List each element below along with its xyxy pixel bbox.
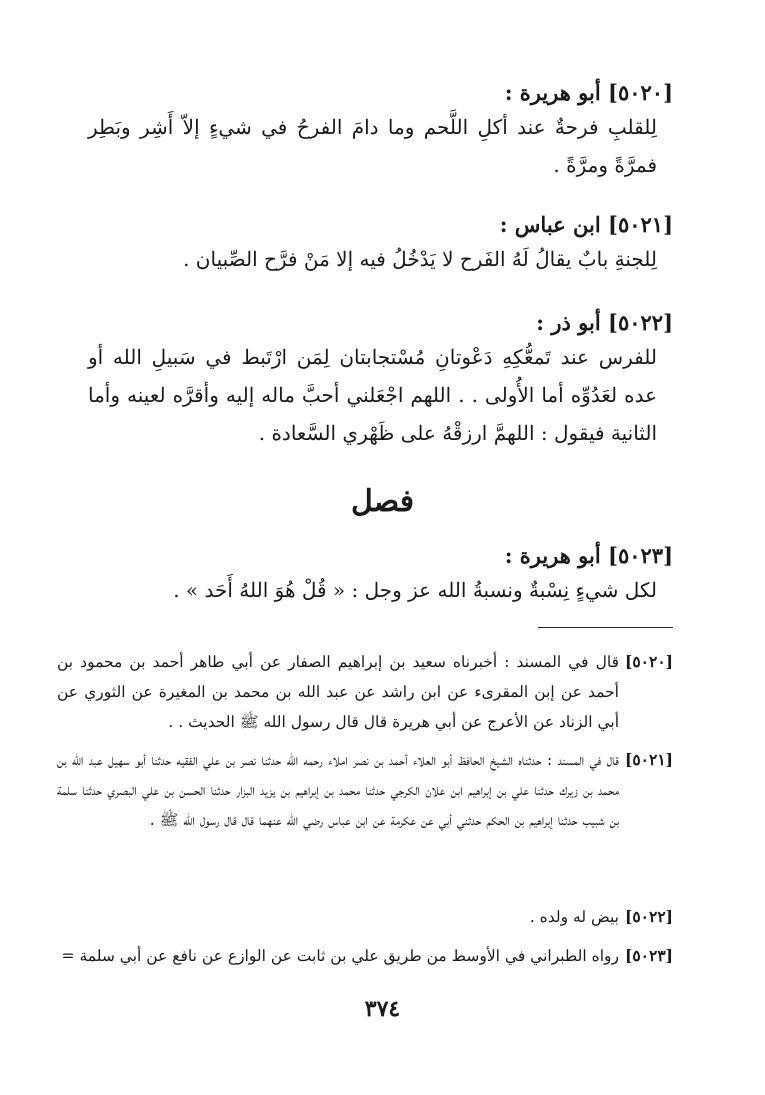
entry-text: لكل شيءٍ نِسْبةٌ ونسبةُ الله عز وجل : « قُلْ هُوَ اللهُ أَحَد » . xyxy=(173,578,657,602)
footnote-text: قال في المسند : أخبرناه سعيد بن إبراهيم الصفار عن أبي طاهر أحمد بن محمود بن أحمد عن إبن المقرىء عن ابن راشد عن عبد الله بن محمد بن المغيرة عن الثوري عن أبي الزناد عن الأعرج عن أبي هريرة قال قال رسول الله ﷺ الحديث . . xyxy=(57,653,619,731)
hadith-entry xyxy=(88,541,673,609)
entry-text: لِلقلبِ فرحةٌ عند أكلِ اللَّحم وما دامَ الفرحُ في شيءٍ إلاّ أَشِر وبَطِر فمرَّةً ومرَّةً . xyxy=(88,115,657,177)
hadith-entry xyxy=(88,308,673,452)
footnote-divider xyxy=(538,627,673,628)
entry-narrator: ابن عباس : xyxy=(499,212,601,237)
entry-text: لِلجنةِ بابٌ يقالُ لَهُ الفَرح لا يَدْخُلُ فيه إلا مَنْ فرَّح الصِّبيان . xyxy=(183,247,657,271)
footnote xyxy=(57,941,673,971)
footnote-number: [٥٠٢٢] xyxy=(625,907,673,926)
entry-narrator: أبو هريرة : xyxy=(504,543,601,568)
hadith-entry xyxy=(88,78,673,184)
entry-narrator: أبو هريرة : xyxy=(504,80,601,105)
footnote-number: [٥٠٢٠] xyxy=(625,652,673,671)
footnote-text: رواه الطبراني في الأوسط من طريق علي بن ثابت عن الوازع عن نافع عن أبي سلمة = xyxy=(61,947,619,965)
footnote-number: [٥٠٢١] xyxy=(625,750,673,769)
entry-number: [٥٠٢٢] xyxy=(608,310,673,335)
footnote-text: بيض له ولده . xyxy=(529,908,619,926)
section-title: فصل xyxy=(350,484,415,519)
footnote xyxy=(57,902,673,932)
footnote xyxy=(57,647,673,737)
entry-number: [٥٠٢٣] xyxy=(608,543,673,568)
page-number: ٣٧٤ xyxy=(364,996,401,1022)
entry-narrator: أبو ذر : xyxy=(536,310,601,335)
footnote-text: قال في المسند : حدثناه الشيخ الحافظ أبو العلاء أحمد بن نصر املاء رحمه الله حدثنا نصر بن علي الفقيه حدثنا أبو سهيل عبد الله بن محمد بن زيرك حدثنا علي بن إبراهيم ابن علان الكرجي حدثنا محمد بن إبراهيم بن يزيد البزار حدثنا الحسن بن علي البصري حدثنا سلمة بن شبيب حدثنا إبراهيم بن الحكم حدثني أبي عن عكرمة عن ابن عباس رضي الله عنهما قال قال رسول الله ﷺ . xyxy=(57,751,619,829)
entry-number: [٥٠٢١] xyxy=(608,212,673,237)
entry-heading xyxy=(88,308,673,338)
footnote-number: [٥٠٢٣] xyxy=(625,946,673,965)
footnote xyxy=(57,745,673,835)
hadith-entry xyxy=(88,210,673,278)
entry-number: [٥٠٢٠] xyxy=(608,80,673,105)
entry-heading xyxy=(88,210,673,240)
entry-text: للفرس عند تَمعُّكِهِ دَعْوتانِ مُسْتجابتان لِمَن ارْتَبط في سَبيلِ الله أو عده لعَدُوِّه أما الأُولى . . اللهم اجْعَلني أحبَّ ماله إليه وأقرَّه لعينه وأما الثانية فيقول : اللهمَّ ارزقْهُ على ظَهْري السَّعادة . xyxy=(88,345,657,445)
entry-heading xyxy=(88,78,673,108)
entry-heading xyxy=(88,541,673,571)
